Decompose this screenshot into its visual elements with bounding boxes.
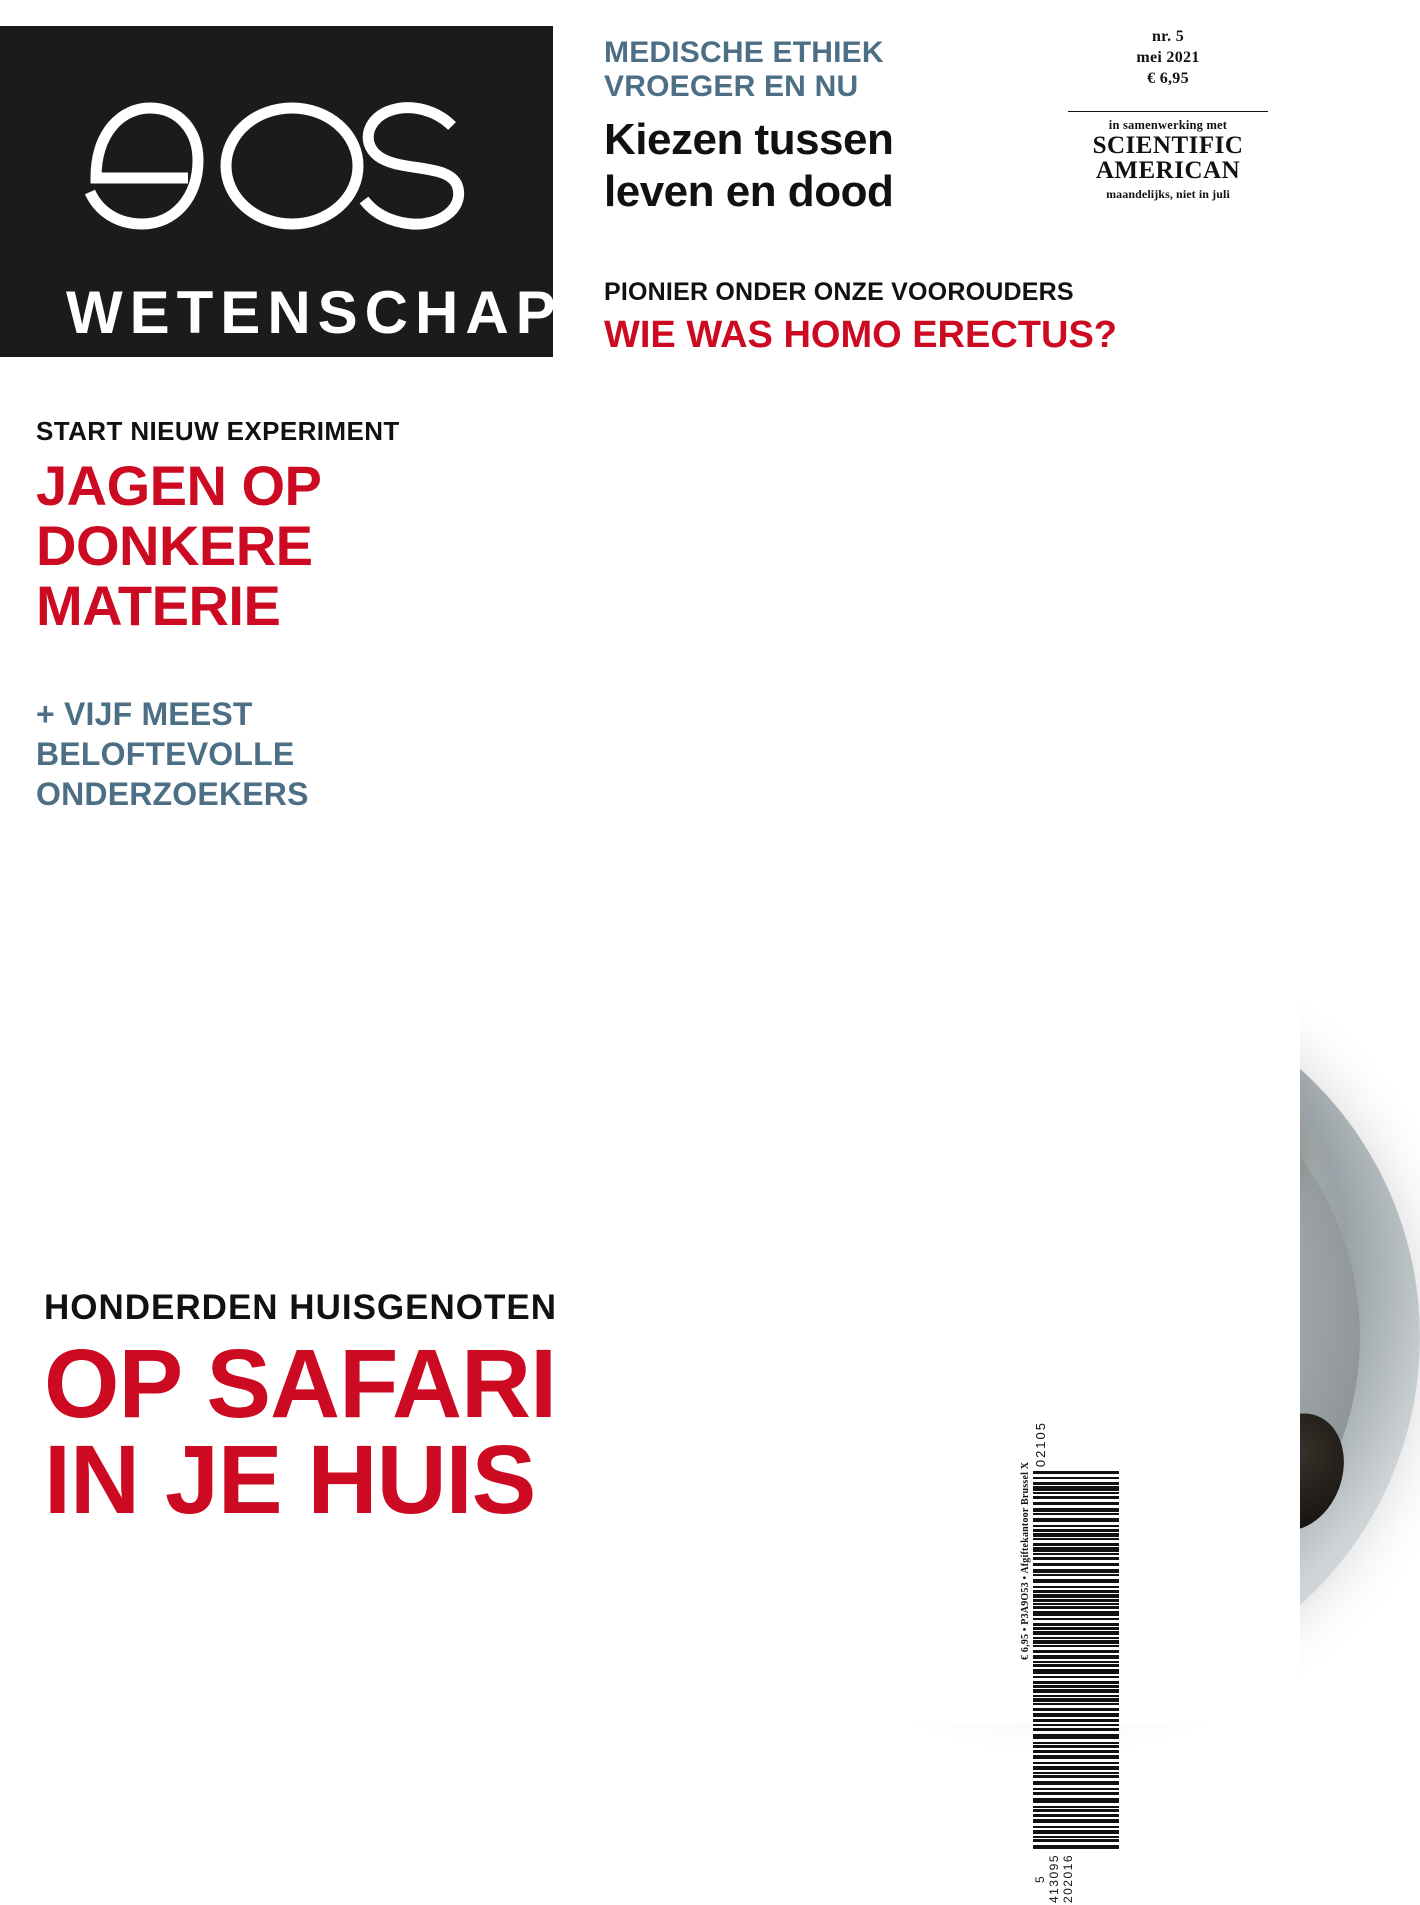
safari-headline-line1: OP SAFARI bbox=[44, 1329, 557, 1438]
darkmatter-headline-line1: JAGEN OP bbox=[36, 454, 322, 517]
ethics-headline-line1: Kiezen tussen bbox=[604, 115, 894, 164]
teaser-medical-ethics bbox=[604, 36, 1034, 218]
rust-stain bbox=[740, 1047, 880, 1137]
ethics-headline-line2: leven en dood bbox=[604, 167, 894, 216]
darkmatter-headline-line3: MATERIE bbox=[36, 574, 281, 637]
eos-logo-icon bbox=[60, 74, 520, 260]
researchers-line2: BELOFTEVOLLE bbox=[36, 736, 295, 772]
partner-name-line1: SCIENTIFIC bbox=[1092, 132, 1244, 159]
masthead-block bbox=[0, 26, 563, 357]
rust-stain bbox=[1170, 1097, 1330, 1207]
teaser-safari-main bbox=[44, 1288, 804, 1534]
issue-date: mei 2021 bbox=[1136, 49, 1200, 66]
safari-kicker: HONDERDEN HUISGENOTEN bbox=[44, 1288, 557, 1327]
erectus-headline: WIE WAS HOMO ERECTUS? bbox=[604, 314, 1117, 356]
partner-intro: in samenwerking met bbox=[1108, 118, 1228, 132]
researchers-line3: ONDERZOEKERS bbox=[36, 776, 309, 812]
barcode-issue-code: 02105 bbox=[1033, 1421, 1048, 1468]
drain-hub bbox=[965, 1242, 1154, 1431]
teaser-dark-matter bbox=[36, 416, 436, 636]
barcode-number: 5 413095 202016 bbox=[1033, 1854, 1075, 1904]
ethics-kicker-line2: VROEGER EN NU bbox=[604, 70, 859, 103]
issue-price: € 6,95 bbox=[1147, 70, 1189, 87]
barcode-block bbox=[1014, 1410, 1124, 1904]
teaser-homo-erectus bbox=[604, 278, 1124, 357]
erectus-kicker: PIONIER ONDER ONZE VOOROUDERS bbox=[604, 278, 1074, 306]
partner-block bbox=[1068, 111, 1268, 202]
publication-frequency: maandelijks, niet in juli bbox=[1106, 187, 1230, 201]
masthead-subtitle: WETENSCHAP bbox=[66, 279, 563, 346]
partner-name-line2: AMERICAN bbox=[1095, 157, 1241, 184]
issue-info-block bbox=[1068, 26, 1268, 202]
ethics-kicker-line1: MEDISCHE ETHIEK bbox=[604, 36, 884, 69]
darkmatter-kicker: START NIEUW EXPERIMENT bbox=[36, 416, 400, 446]
drain-hole bbox=[1112, 1272, 1222, 1360]
safari-headline-line2: IN JE HUIS bbox=[44, 1425, 536, 1534]
barcode-bars bbox=[1033, 1469, 1119, 1854]
drain-hole bbox=[1115, 1577, 1225, 1657]
darkmatter-headline-line2: DONKERE bbox=[36, 514, 313, 577]
issue-number: nr. 5 bbox=[1151, 28, 1185, 45]
teaser-promising-researchers bbox=[36, 694, 366, 814]
researchers-line1: + VIJF MEEST bbox=[36, 696, 253, 732]
barcode-main bbox=[1033, 1417, 1119, 1904]
barcode-side-text: € 6,95 • P3A9O53 • Afgiftekantoor Brussel X bbox=[1020, 1461, 1031, 1661]
